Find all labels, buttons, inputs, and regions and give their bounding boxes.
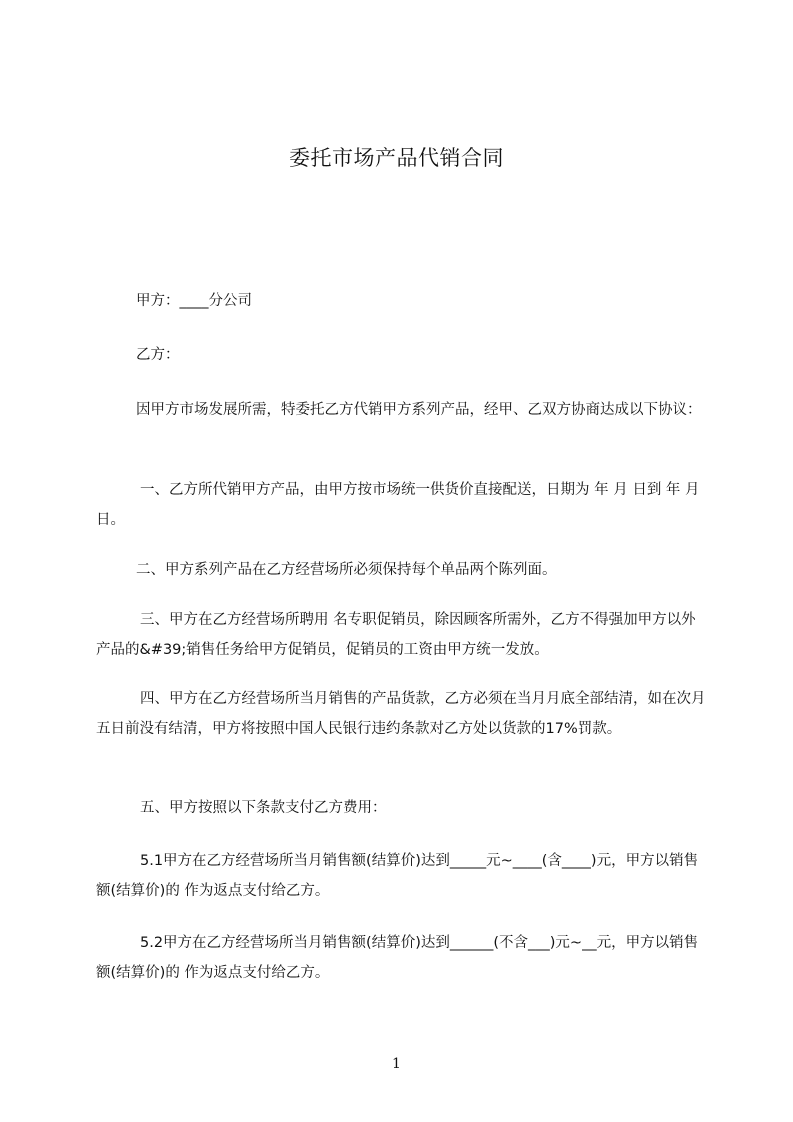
clause-4: 四、甲方在乙方经营场所当月销售的产品货款，乙方必须在当月月底全部结清，如在次月五日前没有结清，甲方将按照中国人民银行违约条款对乙方处以货款的17%罚款。 [96, 691, 706, 737]
clause-2: 二、甲方系列产品在乙方经营场所必须保持每个单品两个陈列面。 [136, 562, 557, 578]
page-number: 1 [392, 1056, 401, 1072]
intro-paragraph: 因甲方市场发展所需，特委托乙方代销甲方系列产品，经甲、乙双方协商达成以下协议： [136, 402, 702, 418]
party-a-line: 甲方：____分公司 [136, 293, 252, 309]
clause-5-2: 5.2甲方在乙方经营场所当月销售额(结算价)达到______(不含___)元~__元，甲方以销售额(结算价)的 作为返点支付给乙方。 [96, 935, 699, 981]
party-b-line: 乙方： [136, 347, 180, 363]
clause-3: 三、甲方在乙方经营场所聘用 名专职促销员，除因顾客所需外，乙方不得强加甲方以外产品的&#39;销售任务给甲方促销员，促销员的工资由甲方统一发放。 [96, 612, 696, 658]
clause-5-1: 5.1甲方在乙方经营场所当月销售额(结算价)达到_____元~____(含____)元，甲方以销售额(结算价)的 作为返点支付给乙方。 [96, 853, 699, 899]
clause-5: 五、甲方按照以下条款支付乙方费用： [140, 800, 387, 816]
document-title: 委托市场产品代销合同 [289, 146, 504, 170]
clause-1: 一、乙方所代销甲方产品，由甲方按市场统一供货价直接配送，日期为 年 月 日到 年 月 日。 [96, 482, 705, 528]
